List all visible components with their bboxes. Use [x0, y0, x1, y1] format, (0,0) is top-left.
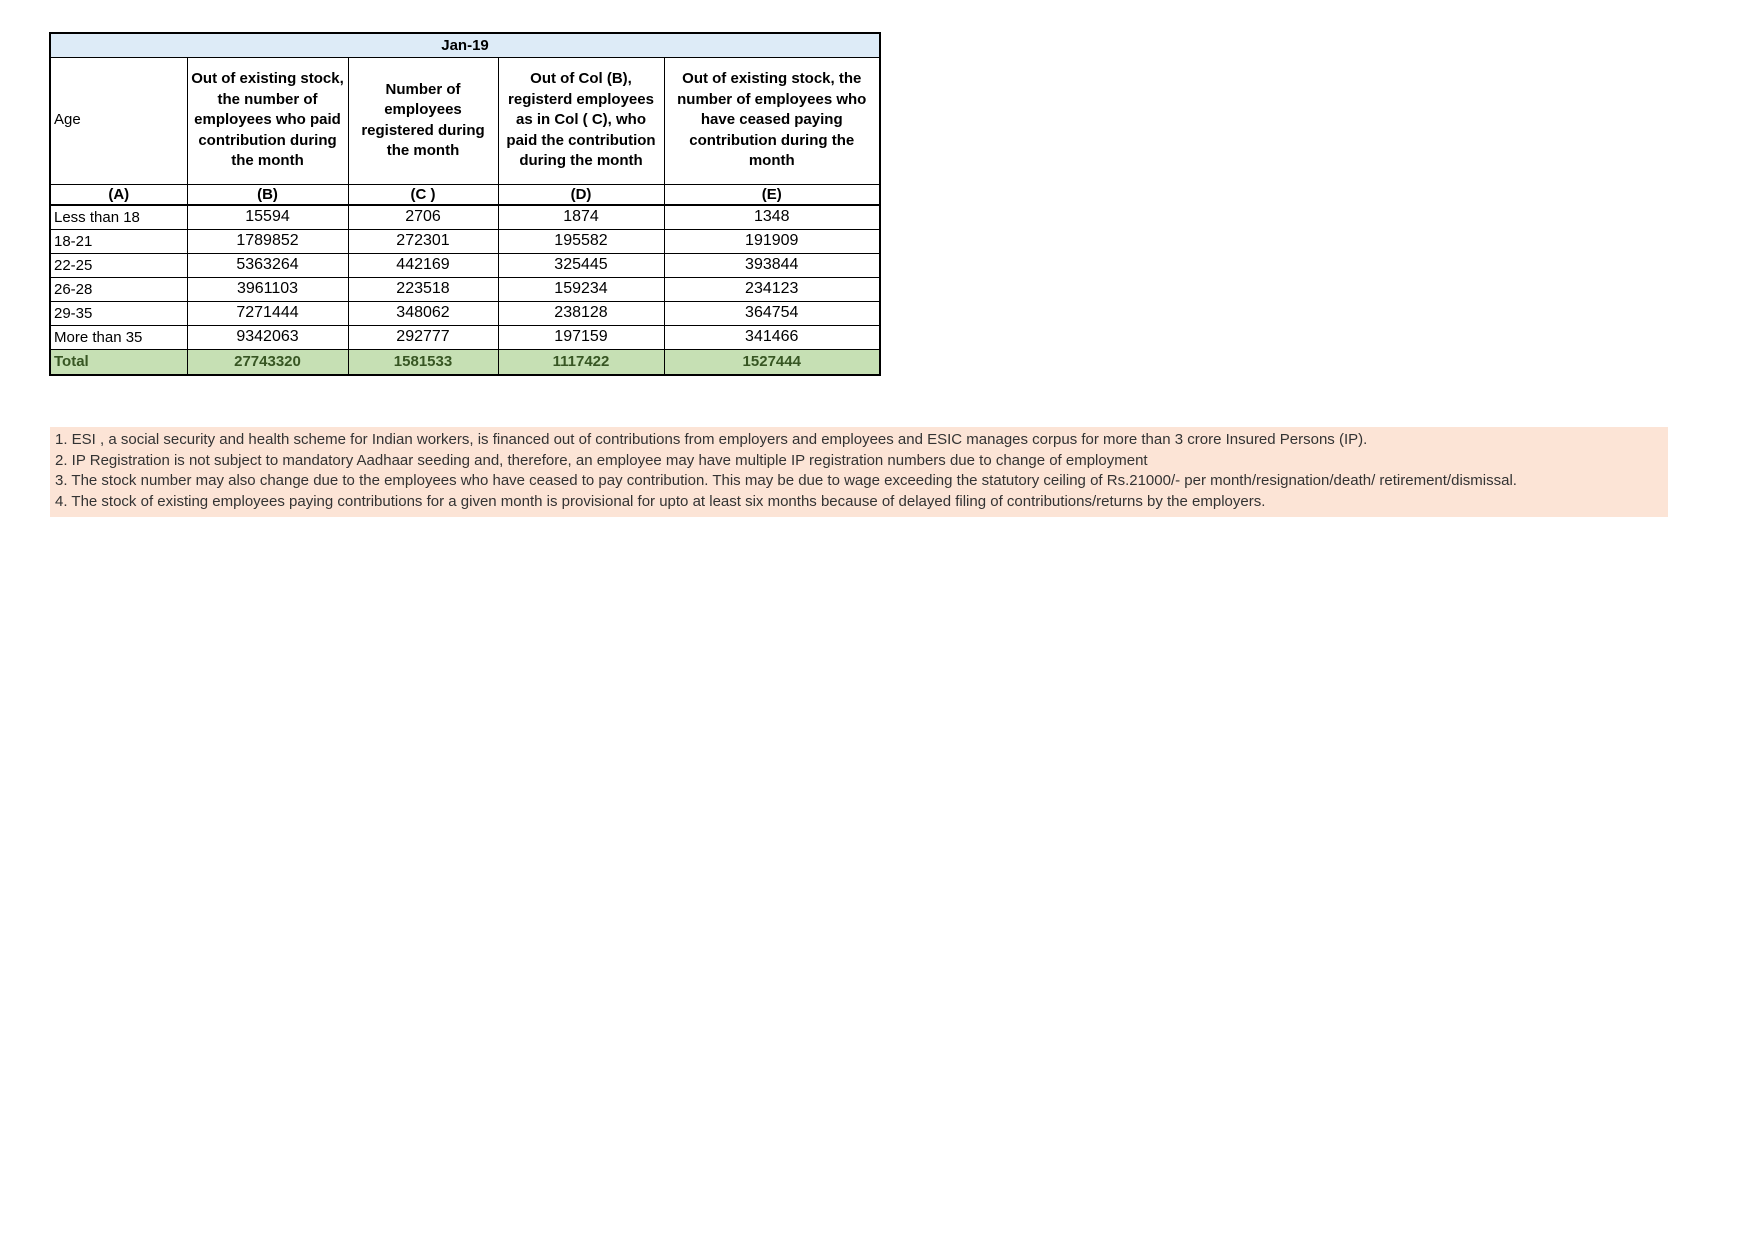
column-letters-row [50, 184, 880, 205]
total-c-value: 1581533 [348, 349, 498, 375]
table-row [50, 325, 880, 349]
total-row [50, 349, 880, 375]
col-e-value: 1348 [664, 205, 880, 229]
col-b-value: 5363264 [187, 253, 348, 277]
col-c-value: 2706 [348, 205, 498, 229]
col-header-c: Number of employees registered during the month [348, 57, 498, 184]
col-c-value: 292777 [348, 325, 498, 349]
total-b-value: 27743320 [187, 349, 348, 375]
col-letter-c: (C ) [348, 184, 498, 205]
table-row [50, 301, 880, 325]
total-e-value: 1527444 [664, 349, 880, 375]
col-e-value: 234123 [664, 277, 880, 301]
age-cell: More than 35 [50, 325, 187, 349]
col-d-value: 325445 [498, 253, 664, 277]
table-header-row [50, 57, 880, 184]
footnote-4: 4. The stock of existing employees paying contributions for a given month is provisional for upto at least six months because of delayed filing of contributions/returns by the employers. [55, 492, 1266, 510]
table-title-row [50, 33, 880, 57]
col-d-value: 1874 [498, 205, 664, 229]
col-b-value: 1789852 [187, 229, 348, 253]
contribution-table [49, 32, 881, 376]
col-c-value: 272301 [348, 229, 498, 253]
col-letter-d: (D) [498, 184, 664, 205]
total-label: Total [50, 349, 187, 375]
age-cell: Less than 18 [50, 205, 187, 229]
col-header-d: Out of Col (B), registerd employees as in Col ( C), who paid the contribution during the month [498, 57, 664, 184]
col-c-value: 442169 [348, 253, 498, 277]
col-header-b: Out of existing stock, the number of employees who paid contribution during the month [187, 57, 348, 184]
col-letter-b: (B) [187, 184, 348, 205]
col-letter-a: (A) [50, 184, 187, 205]
col-d-value: 159234 [498, 277, 664, 301]
total-d-value: 1117422 [498, 349, 664, 375]
col-header-age: Age [50, 57, 187, 184]
col-b-value: 15594 [187, 205, 348, 229]
table-title: Jan-19 [50, 33, 880, 57]
col-e-value: 393844 [664, 253, 880, 277]
table-row [50, 205, 880, 229]
table-row [50, 253, 880, 277]
col-e-value: 341466 [664, 325, 880, 349]
age-cell: 26-28 [50, 277, 187, 301]
footnote-3: 3. The stock number may also change due to the employees who have ceased to pay contribution. This may be due to wage exceeding the statutory ceiling of Rs.21000/- per month/resignation/death/ retirement/dismissal. [55, 472, 1517, 489]
col-c-value: 348062 [348, 301, 498, 325]
col-d-value: 197159 [498, 325, 664, 349]
col-e-value: 191909 [664, 229, 880, 253]
footnote-1: 1. ESI , a social security and health scheme for Indian workers, is financed out of contributions from employers and employees and ESIC manages corpus for more than 3 crore Insured Persons (IP). [55, 431, 1368, 448]
col-e-value: 364754 [664, 301, 880, 325]
col-b-value: 3961103 [187, 277, 348, 301]
footnotes-block [50, 427, 1668, 517]
table-row [50, 229, 880, 253]
col-d-value: 195582 [498, 229, 664, 253]
col-d-value: 238128 [498, 301, 664, 325]
col-b-value: 9342063 [187, 325, 348, 349]
footnote-2: 2. IP Registration is not subject to mandatory Aadhaar seeding and, therefore, an employee may have multiple IP registration numbers due to change of employment [55, 451, 1148, 469]
col-letter-e: (E) [664, 184, 880, 205]
age-cell: 18-21 [50, 229, 187, 253]
col-b-value: 7271444 [187, 301, 348, 325]
table-row [50, 277, 880, 301]
age-cell: 22-25 [50, 253, 187, 277]
col-header-e: Out of existing stock, the number of employees who have ceased paying contribution during the month [664, 57, 880, 184]
col-c-value: 223518 [348, 277, 498, 301]
age-cell: 29-35 [50, 301, 187, 325]
